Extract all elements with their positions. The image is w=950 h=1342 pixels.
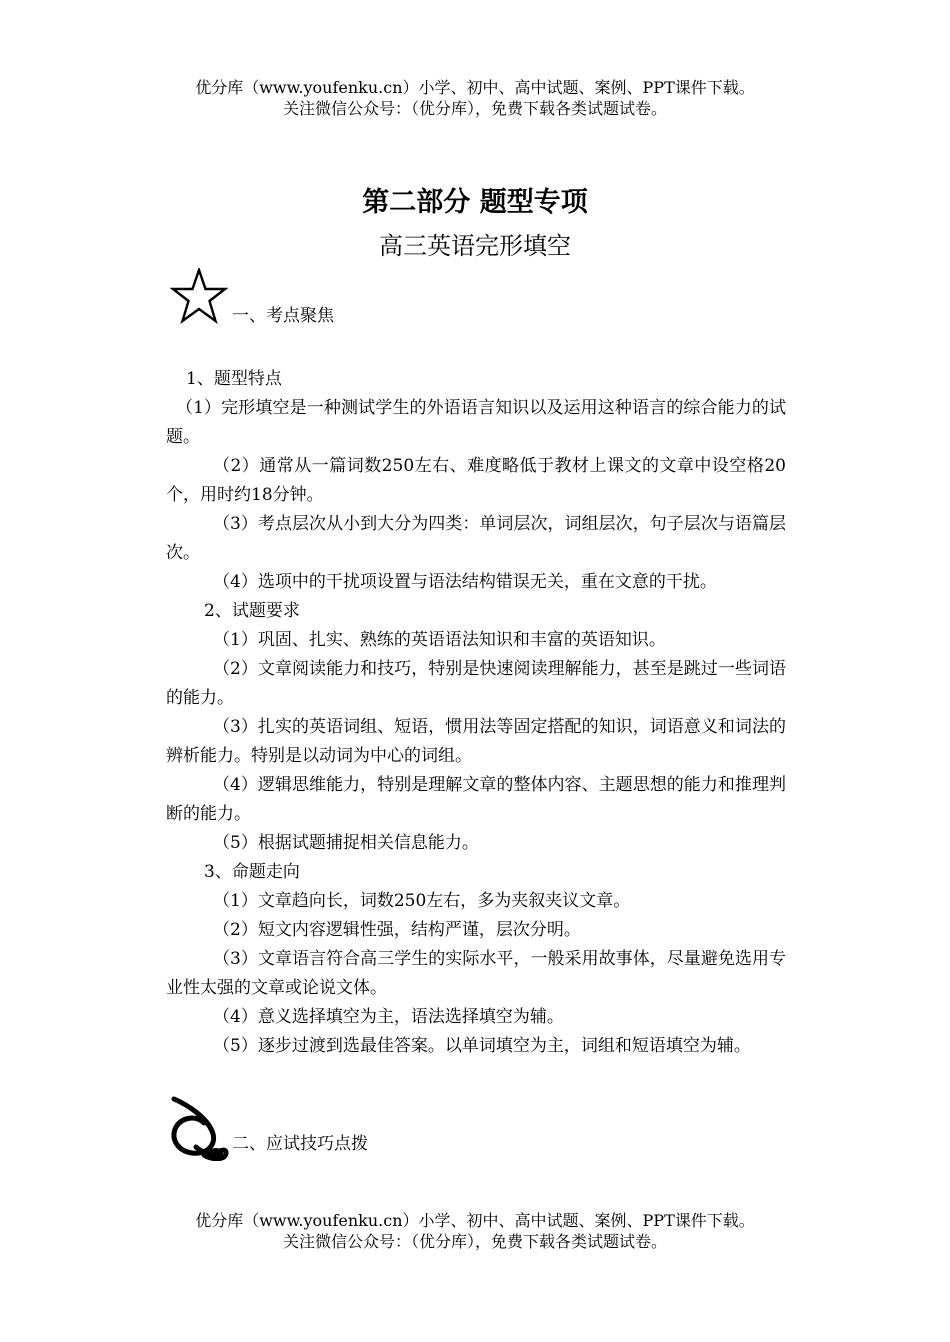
header-line-1: 优分库（www.youfenku.cn）小学、初中、高中试题、案例、PPT课件下载。 xyxy=(195,78,755,97)
subheading-trends: 3、命题走向 xyxy=(204,862,300,882)
subheading-requirements: 2、试题要求 xyxy=(204,601,300,621)
page-footer xyxy=(0,1210,950,1252)
paragraph: （5）根据试题捕捉相关信息能力。 xyxy=(213,833,479,853)
paragraph: （3）扎实的英语词组、短语，惯用法等固定搭配的知识，词语意义和词法的辨析能力。特别是以动词为中心的词组。 xyxy=(166,717,786,766)
paragraph: （4）意义选择填空为主，语法选择填空为辅。 xyxy=(213,1007,564,1027)
knot-icon xyxy=(166,1095,232,1161)
paragraph: （4）逻辑思维能力，特别是理解文章的整体内容、主题思想的能力和推理判断的能力。 xyxy=(166,775,786,824)
subheading-question-features: 1、题型特点 xyxy=(186,369,282,389)
footer-line-1: 优分库（www.youfenku.cn）小学、初中、高中试题、案例、PPT课件下载。 xyxy=(195,1211,755,1230)
star-icon xyxy=(170,268,228,324)
page-header xyxy=(0,77,950,119)
document-body xyxy=(166,365,786,1061)
paragraph: （2）短文内容逻辑性强，结构严谨，层次分明。 xyxy=(213,920,581,940)
paragraph: （4）选项中的干扰项设置与语法结构错误无关，重在文意的干扰。 xyxy=(213,572,717,592)
paragraph: （1）巩固、扎实、熟练的英语语法知识和丰富的英语知识。 xyxy=(213,630,666,650)
page-subtitle: 高三英语完形填空 xyxy=(379,232,571,260)
paragraph: （2）通常从一篇词数250左右、难度略低于教材上课文的文章中设空格20个，用时约18分钟。 xyxy=(166,456,786,505)
paragraph: （3）考点层次从小到大分为四类：单词层次，词组层次，句子层次与语篇层次。 xyxy=(166,514,786,563)
section-heading-2: 二、应试技巧点拨 xyxy=(232,1134,368,1154)
header-line-2: 关注微信公众号：（优分库），免费下载各类试题试卷。 xyxy=(282,99,667,118)
paragraph: （2）文章阅读能力和技巧，特别是快速阅读理解能力，甚至是跳过一些词语的能力。 xyxy=(166,659,786,708)
page-title: 第二部分 题型专项 xyxy=(362,187,588,218)
paragraph: （1）完形填空是一种测试学生的外语语言知识以及运用这种语言的综合能力的试题。 xyxy=(166,398,786,447)
section-heading-1: 一、考点聚焦 xyxy=(232,306,334,326)
footer-line-2: 关注微信公众号：（优分库），免费下载各类试题试卷。 xyxy=(282,1232,667,1251)
paragraph: （5）逐步过渡到选最佳答案。以单词填空为主，词组和短语填空为辅。 xyxy=(213,1036,751,1056)
paragraph: （3）文章语言符合高三学生的实际水平，一般采用故事体，尽量避免选用专业性太强的文章或论说文体。 xyxy=(166,949,786,998)
paragraph: （1）文章趋向长，词数250左右，多为夹叙夹议文章。 xyxy=(213,891,631,911)
